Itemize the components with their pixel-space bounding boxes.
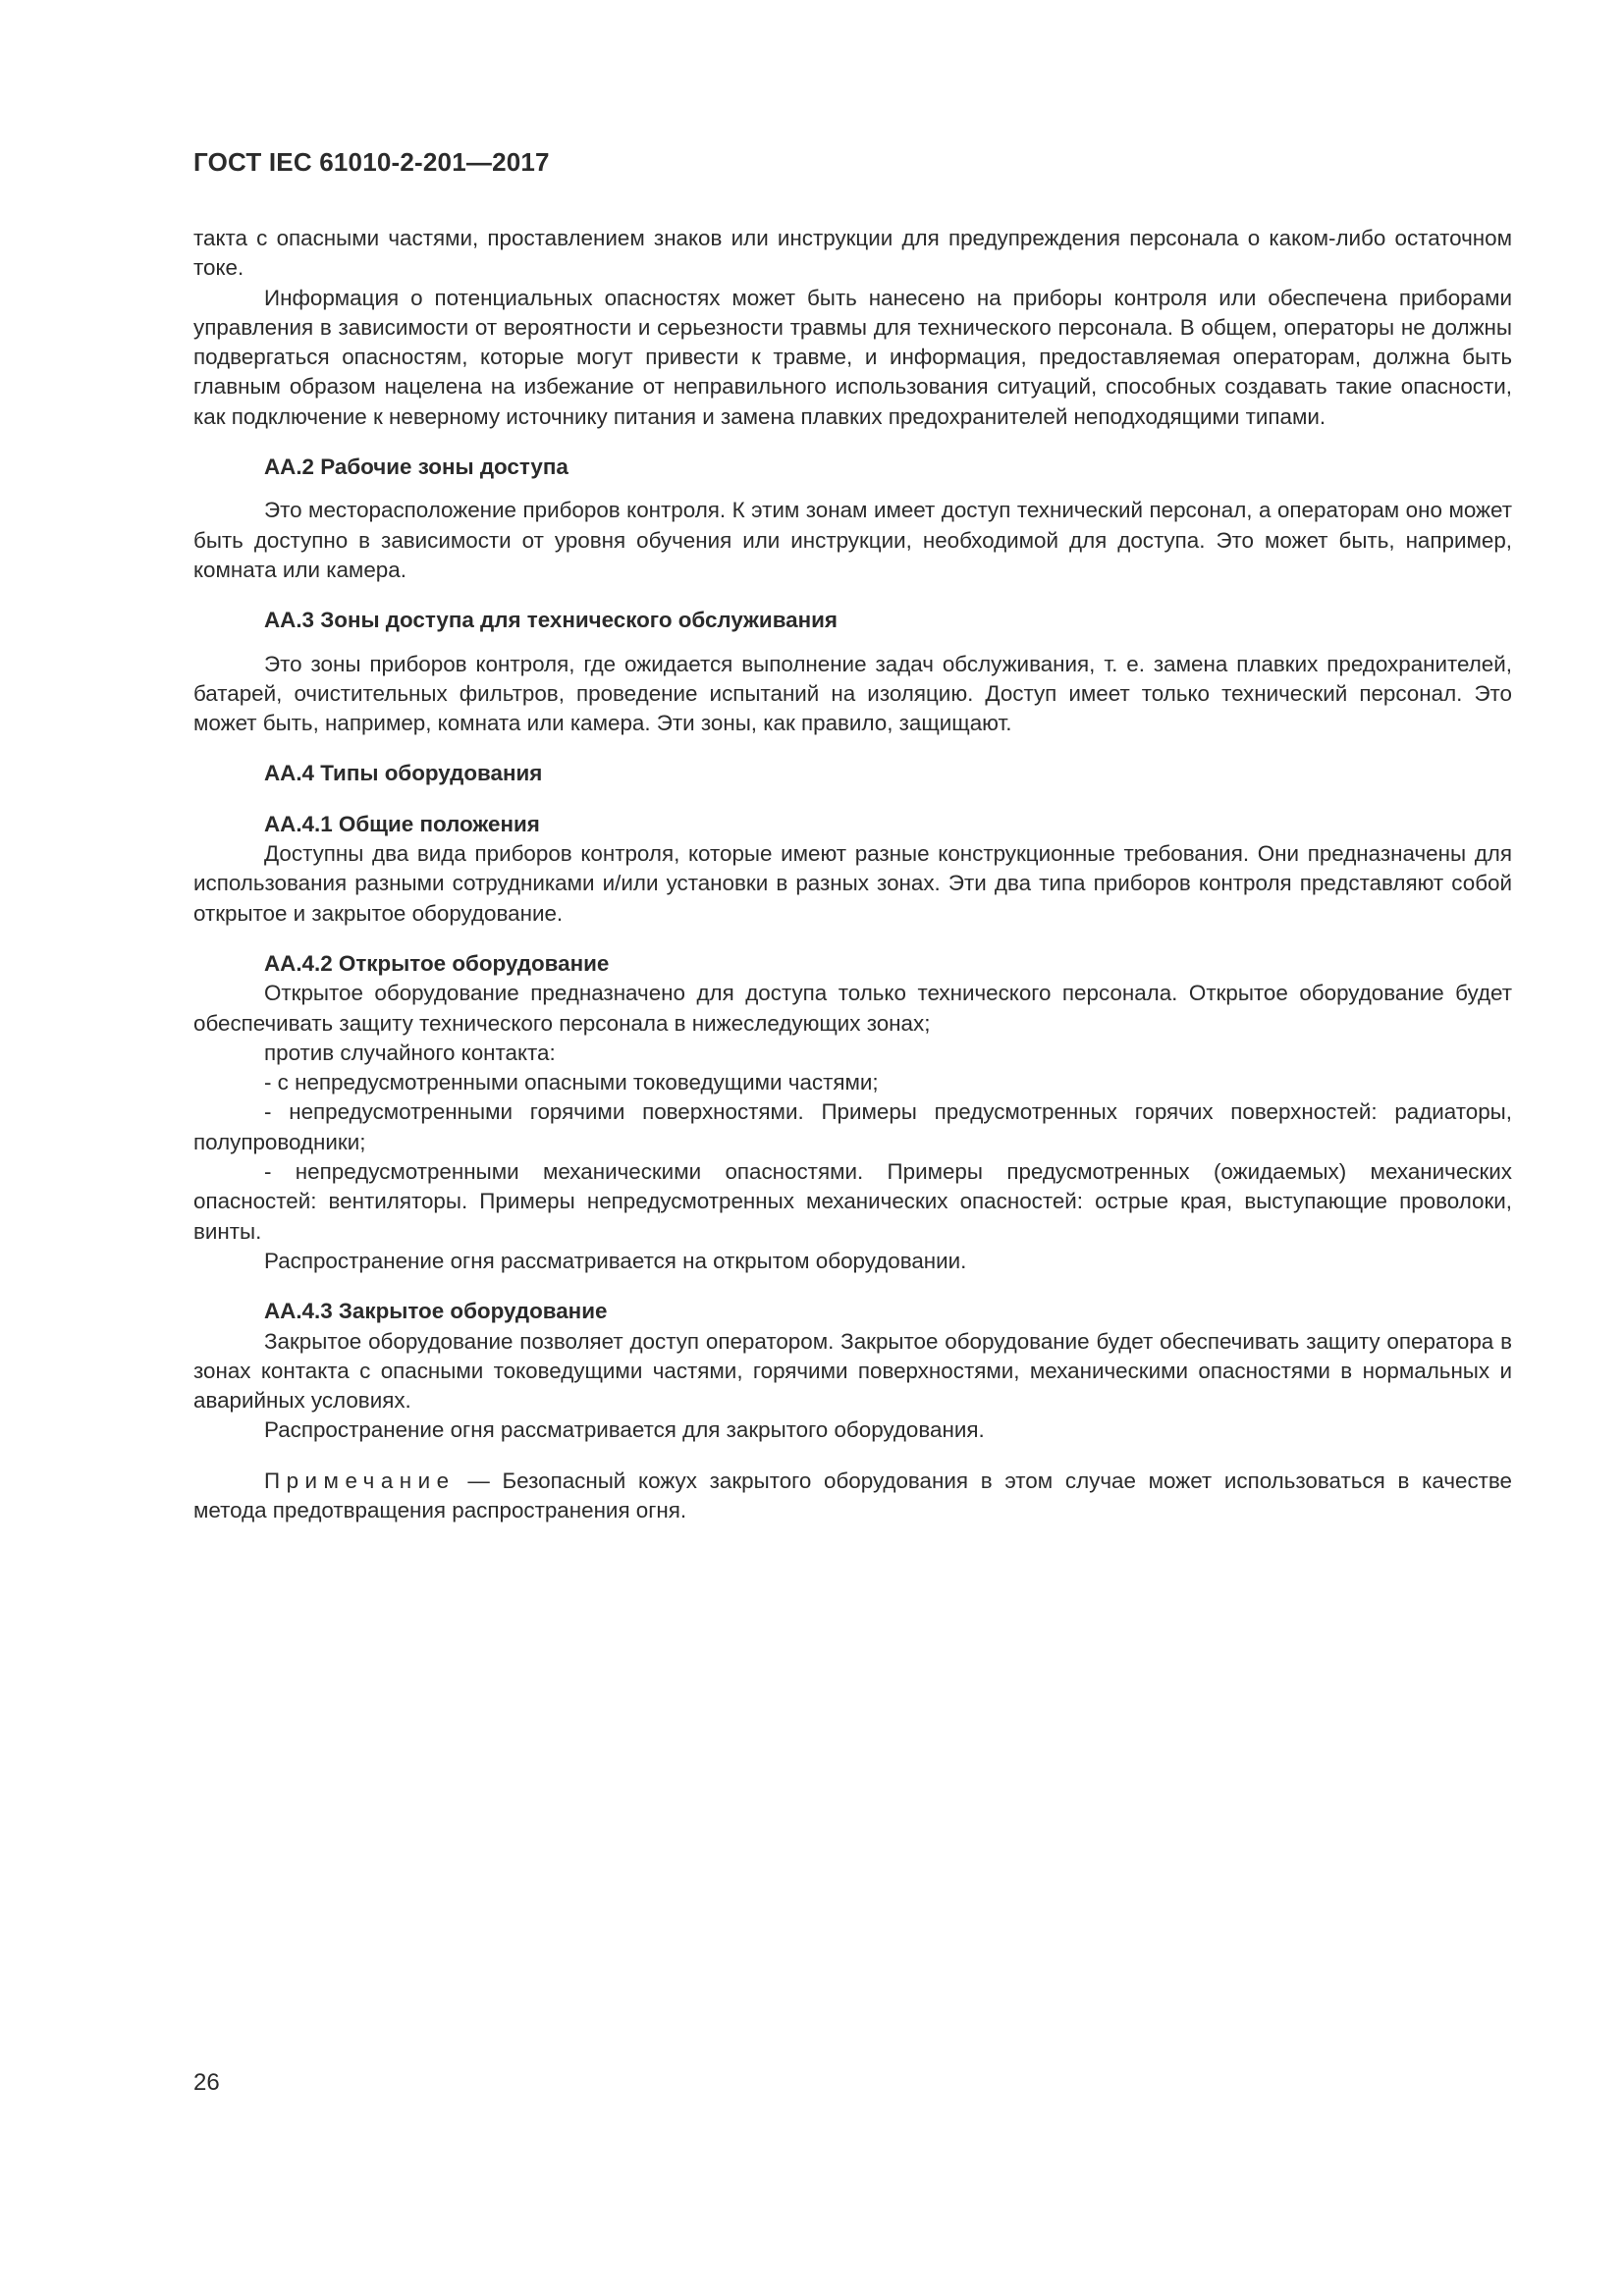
list-item: - непредусмотренными механическими опасностями. Примеры предусмотренных (ожидаемых) механических опасностей: вентиляторы. Примеры непредусмотренных механических опасностей: острые края, выступающие проволоки, винты. [193,1159,1512,1244]
document-body [193,224,1512,1525]
paragraph-aa41: Доступны два вида приборов контроля, которые имеют разные конструкционные требования. Они предназначены для использования разными сотрудниками и/или установки в разных зонах. Эти два типа приборов контроля представляют собой открытое и закрытое оборудование. [193,841,1512,926]
paragraph-aa42: Открытое оборудование предназначено для доступа только технического персонала. Открытое оборудование будет обеспечивать защиту технического персонала в нижеследующих зонах; [193,981,1512,1036]
paragraph-aa3: Это зоны приборов контроля, где ожидается выполнение задач обслуживания, т. е. замена плавких предохранителей, батарей, очистительных фильтров, проведение испытаний на изоляцию. Доступ имеет только технический персонал. Это может быть, например, комната или камера. Эти зоны, как правило, защищают. [193,651,1512,736]
paragraph-fire-open: Распространение огня рассматривается на открытом оборудовании. [264,1248,967,1273]
section-heading-aa41: АА.4.1 Общие положения [264,811,540,836]
note [193,1467,1512,1526]
list-item: - непредусмотренными горячими поверхностями. Примеры предусмотренных горячих поверхностей: радиаторы, полупроводники; [193,1099,1512,1154]
paragraph-fire-closed: Распространение огня рассматривается для закрытого оборудования. [264,1417,985,1443]
note-label: Примечание [264,1468,456,1493]
section-heading-aa4: АА.4 Типы оборудования [264,761,543,786]
list-item: - с непредусмотренными опасными токоведущими частями; [264,1070,879,1095]
paragraph-hazard-info: Информация о потенциальных опасностях может быть нанесено на приборы контроля или обеспечена приборами управления в зависимости от вероятности и серьезности травмы для технического персонала. В общем, операторы не должны подвергаться опасностям, которые могут привести к травме, и информация, предоставляемая операторам, должна быть главным образом нацелена на избежание от неправильного использования ситуаций, способных создавать такие опасности, как подключение к неверному источнику питания и замена плавких предохранителей неподходящими типами. [193,285,1512,429]
section-heading-aa42: АА.4.2 Открытое оборудование [264,950,610,976]
section-heading-aa3: АА.3 Зоны доступа для технического обслуживания [264,608,838,633]
paragraph-continuation: такта с опасными частями, проставлением знаков или инструкции для предупреждения персонала о каком-либо остаточном токе. [193,226,1512,281]
note-text: — Безопасный кожух закрытого оборудования в этом случае может использоваться в качестве метода предотвращения распространения огня. [193,1468,1512,1522]
page-number: 26 [193,2069,220,2096]
document-header: ГОСТ IEC 61010-2-201—2017 [193,147,550,177]
list-intro: против случайного контакта: [264,1040,556,1065]
paragraph-aa43: Закрытое оборудование позволяет доступ оператором. Закрытое оборудование будет обеспечивать защиту оператора в зонах контакта с опасными токоведущими частями, горячими поверхностями, механическими опасностями в нормальных и аварийных условиях. [193,1328,1512,1414]
section-heading-aa2: АА.2 Рабочие зоны доступа [264,454,568,480]
paragraph-aa2: Это месторасположение приборов контроля. К этим зонам имеет доступ технический персонал, а операторам оно может быть доступно в зависимости от уровня обучения или инструкции, необходимой для доступа. Это может быть, например, комната или камера. [193,498,1512,582]
section-heading-aa43: АА.4.3 Закрытое оборудование [264,1299,608,1324]
